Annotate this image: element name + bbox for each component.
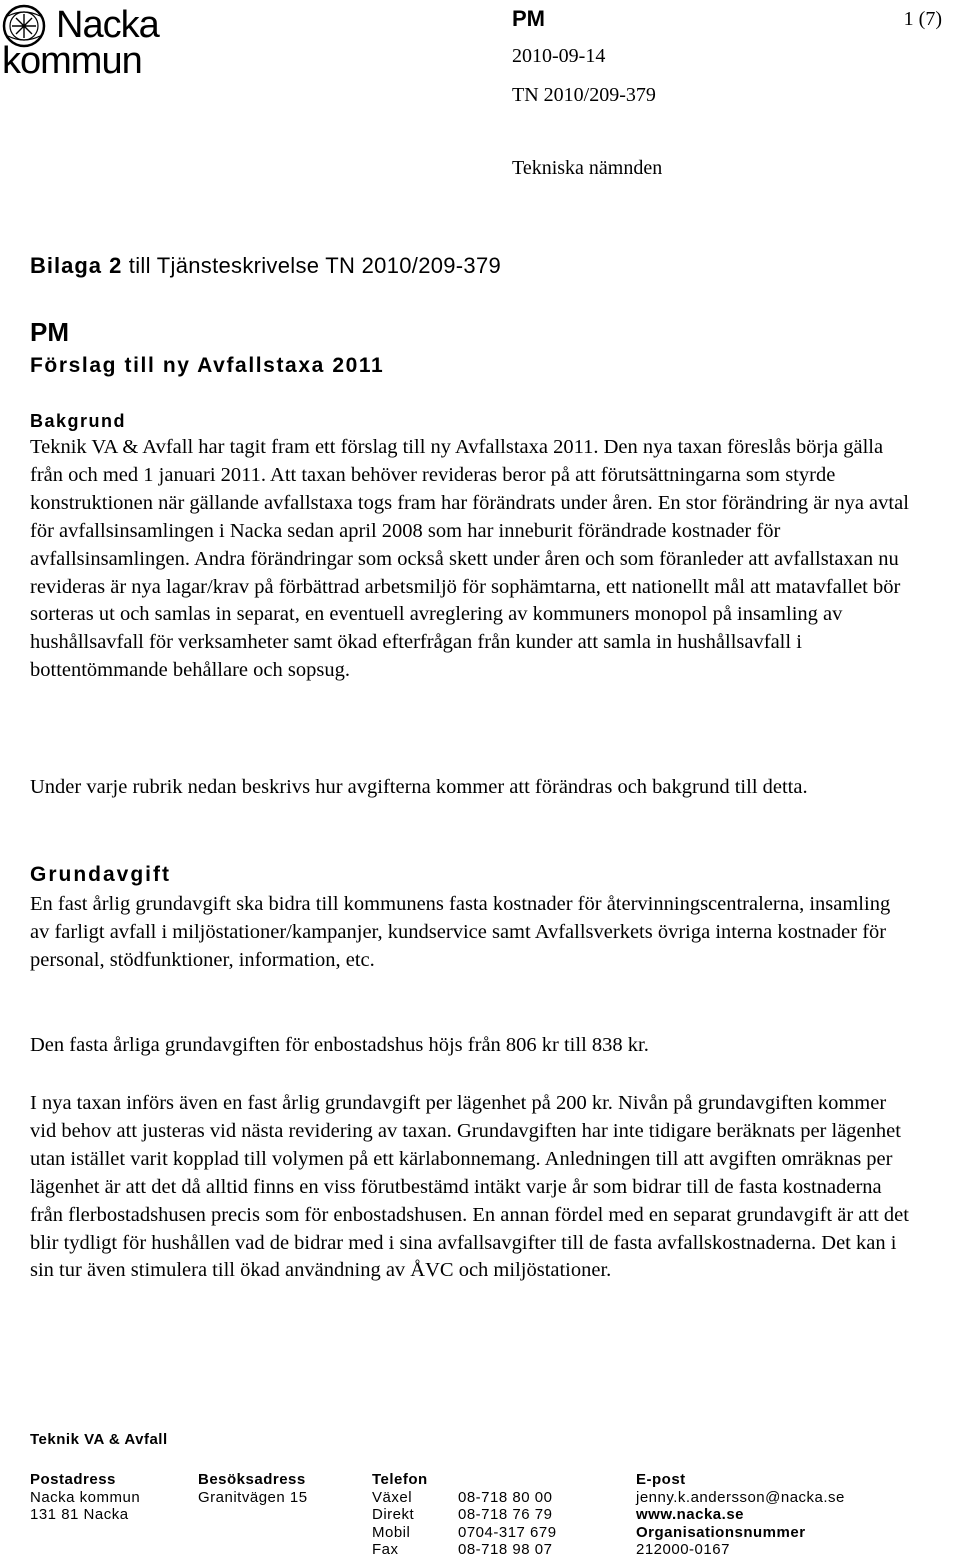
footer-telefon-label: Telefon	[372, 1471, 428, 1488]
page-number: 1 (7)	[903, 8, 942, 30]
footer-postadress-label: Postadress	[30, 1471, 116, 1488]
section-heading-bakgrund: Bakgrund	[30, 411, 127, 431]
pm-heading: PM	[30, 317, 69, 347]
footer-postadress-line1: Nacka kommun	[30, 1489, 141, 1506]
attachment-heading	[30, 253, 501, 279]
footer-besok-line1: Granitvägen 15	[198, 1489, 308, 1506]
footer-tel-value-fax: 08-718 98 07	[458, 1541, 553, 1558]
paragraph-bakgrund-2: Under varje rubrik nedan beskrivs hur avgifterna kommer att förändras och bakgrund till detta.	[30, 776, 808, 798]
logo-word-nacka: Nacka	[56, 4, 159, 46]
logo-word-kommun: kommun	[2, 40, 142, 82]
attachment-label: Bilaga 2	[30, 253, 123, 278]
footer-tel-label-fax: Fax	[372, 1541, 399, 1558]
footer-postadress-line2: 131 81 Nacka	[30, 1506, 129, 1523]
doc-type: PM	[512, 6, 545, 31]
paragraph-bakgrund-1: Teknik VA & Avfall har tagit fram ett förslag till ny Avfallstaxa 2011. Den nya taxan föreslås börja gälla från och med 1 januari 2011. Att taxan behöver revideras beror på att förutsättningarna som styrde konstruktionen när gällande avfallstaxa togs fram har förändrats under åren. En stor förändring är nya avtal för avfallsinsamlingen i Nacka sedan april 2008 som har inneburit förändrade kostnader för avfallsinsamlingen. Andra förändringar som också skett under åren och som föranleder att avfallstaxan nu revideras är nya lagar/krav på förbättrad arbetsmiljö för sophämtarna, ett nationellt mål att matavfallet bör sorteras ut och samlas in separat, en eventuell avreglering av kommuners monopol på insamling av hushållsavfall för verksamheter samt ökad efterfrågan från kunder att samla in hushållsavfall i bottentömmande behållare och sopsug.	[30, 436, 909, 682]
section-heading-grundavgift: Grundavgift	[30, 863, 171, 886]
footer-tel-value-mobil: 0704-317 679	[458, 1524, 557, 1541]
footer-website-link[interactable]: www.nacka.se	[636, 1506, 744, 1523]
recipient: Tekniska nämnden	[512, 157, 663, 179]
footer-tel-value-direkt: 08-718 76 79	[458, 1506, 553, 1523]
footer-tel-label-vaxel: Växel	[372, 1489, 413, 1506]
footer-org-label: Organisationsnummer	[636, 1524, 806, 1541]
attachment-reference: till Tjänsteskrivelse TN 2010/209-379	[122, 253, 502, 278]
footer-tel-label-direkt: Direkt	[372, 1506, 415, 1523]
paragraph-grundavgift-1: En fast årlig grundavgift ska bidra till kommunens fasta kostnader för återvinningscentralerna, insamling av farligt avfall i miljöstationer/kampanjer, kundservice samt Avfallsverkets övriga interna kostnader för personal, stödfunktioner, information, etc.	[30, 893, 891, 971]
footer-epost-label: E-post	[636, 1471, 686, 1488]
nacka-kommun-logo	[2, 4, 164, 82]
footer-email-link[interactable]: jenny.k.andersson@nacka.se	[636, 1489, 845, 1506]
footer-tel-value-vaxel: 08-718 80 00	[458, 1489, 553, 1506]
doc-date: 2010-09-14	[512, 45, 606, 67]
doc-reference: TN 2010/209-379	[512, 84, 656, 106]
document-title: Förslag till ny Avfallstaxa 2011	[30, 354, 385, 377]
footer-tel-label-mobil: Mobil	[372, 1524, 411, 1541]
paragraph-grundavgift-3: I nya taxan införs även en fast årlig grundavgift per lägenhet på 200 kr. Nivån på grundavgiften kommer vid behov att justeras vid nästa revidering av taxan. Grundavgiften har inte tidigare beräknats per lägenhet utan istället varit kopplad till volymen på ett kärlabonnemang. Anledningen till att avgiften omräknas per lägenhet är att det då alltid finns en viss förutbestämd intäkt varje år som bidrar till de fasta kostnaderna från flerbostadshusen precis som för enbostadshusen. En annan fördel med en separat grundavgift är att det blir tydligt för hushållen vad de bidrar med i sina avfallsavgifter till de fasta avfallskostnaderna. Det kan i sin tur även stimulera till ökad användning av ÅVC och miljöstationer.	[30, 1092, 909, 1282]
footer-org-number: 212000-0167	[636, 1541, 730, 1558]
footer-unit: Teknik VA & Avfall	[30, 1431, 168, 1448]
paragraph-grundavgift-2: Den fasta årliga grundavgiften för enbostadshus höjs från 806 kr till 838 kr.	[30, 1034, 649, 1056]
footer-besok-label: Besöksadress	[198, 1471, 306, 1488]
